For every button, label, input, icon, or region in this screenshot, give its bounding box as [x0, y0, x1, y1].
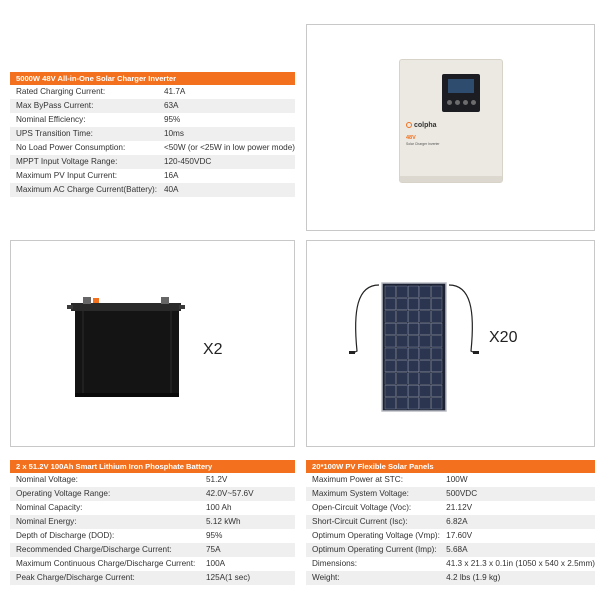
spec-label: Recommended Charge/Discharge Current: [10, 543, 200, 557]
spec-value: 125A(1 sec) [200, 571, 295, 585]
inverter-spec-table [10, 85, 295, 197]
solar-cell [385, 336, 396, 347]
spec-label: Peak Charge/Discharge Current: [10, 571, 200, 585]
spec-value: 51.2V [200, 473, 295, 487]
solar-cell [420, 311, 431, 322]
inverter-brand-logo [406, 122, 437, 129]
inverter-lcd-panel [442, 74, 480, 112]
battery-image-frame [10, 240, 295, 447]
solar-cell [397, 323, 408, 334]
spec-label: No Load Power Consumption: [10, 141, 158, 155]
spec-row [306, 571, 595, 585]
spec-label: Maximum PV Input Current: [10, 169, 158, 183]
spec-value: 16A [158, 169, 295, 183]
spec-value: 75A [200, 543, 295, 557]
inverter-button [447, 100, 452, 105]
solar-cell [431, 348, 442, 359]
spec-label: Optimum Operating Current (Imp): [306, 543, 440, 557]
panel-cable-right [449, 285, 475, 353]
battery-specs-header: 2 x 51.2V 100Ah Smart Lithium Iron Phosphate Battery [10, 460, 295, 473]
spec-row [10, 501, 295, 515]
inverter-base [400, 176, 502, 182]
spec-row [306, 557, 595, 571]
solar-cell [397, 298, 408, 309]
inverter-subtitle: Solar Charger Inverter [406, 142, 440, 146]
spec-value: 63A [158, 99, 295, 113]
solar-cell [397, 348, 408, 359]
spec-value: 6.82A [440, 515, 595, 529]
inverter-button [463, 100, 468, 105]
solar-cell [420, 398, 431, 409]
spec-row [10, 515, 295, 529]
battery-specs [10, 460, 295, 585]
solar-cell [385, 286, 396, 297]
solar-cell [431, 398, 442, 409]
solar-cell [385, 360, 396, 371]
panel-connector-icon [349, 351, 355, 354]
battery-case [75, 311, 179, 397]
spec-row [10, 113, 295, 127]
spec-value: <50W (or <25W in low power mode) [158, 141, 295, 155]
spec-row [10, 141, 295, 155]
solar-cell [420, 336, 431, 347]
solar-cell [397, 360, 408, 371]
spec-value: 4.2 lbs (1.9 kg) [440, 571, 595, 585]
spec-row [10, 99, 295, 113]
spec-value: 41.3 x 21.3 x 0.1in (1050 x 540 x 2.5mm) [440, 557, 595, 571]
spec-row [10, 85, 295, 99]
spec-row [10, 543, 295, 557]
solar-cell [408, 336, 419, 347]
solar-cell [420, 298, 431, 309]
spec-label: Max ByPass Current: [10, 99, 158, 113]
spec-row [10, 571, 295, 585]
spec-value: 95% [158, 113, 295, 127]
spec-row [10, 487, 295, 501]
solar-cell [431, 286, 442, 297]
solar-cell [385, 311, 396, 322]
battery-image [61, 289, 201, 409]
solar-cell [408, 373, 419, 384]
inverter-button [455, 100, 460, 105]
solar-cell [408, 385, 419, 396]
spec-value: 10ms [158, 127, 295, 141]
spec-value: 500VDC [440, 487, 595, 501]
inverter-image-frame [306, 24, 595, 231]
solar-cell [397, 311, 408, 322]
solar-cell [431, 336, 442, 347]
solar-cell [397, 385, 408, 396]
solar-panel-image [349, 271, 479, 421]
solar-cell [431, 360, 442, 371]
spec-label: Maximum Power at STC: [306, 473, 440, 487]
spec-value: 120-450VDC [158, 155, 295, 169]
solar-cell [408, 311, 419, 322]
spec-label: Nominal Voltage: [10, 473, 200, 487]
spec-row [10, 529, 295, 543]
inverter-screen [448, 79, 474, 93]
solar-cell [431, 385, 442, 396]
spec-row [306, 501, 595, 515]
battery-terminal-icon [93, 298, 99, 303]
inverter-button [471, 100, 476, 105]
inverter-specs-header: 5000W 48V All-in-One Solar Charger Inverter [10, 72, 295, 85]
solar-cell [385, 373, 396, 384]
panel-spec-table [306, 473, 595, 585]
panel-specs [306, 460, 595, 585]
battery-top-rail [71, 303, 181, 311]
solar-cell [420, 323, 431, 334]
spec-value: 5.68A [440, 543, 595, 557]
solar-cell [397, 336, 408, 347]
panel-image-frame [306, 240, 595, 447]
spec-label: Maximum AC Charge Current(Battery): [10, 183, 158, 197]
spec-label: UPS Transition Time: [10, 127, 158, 141]
spec-row [10, 169, 295, 183]
solar-cell [397, 398, 408, 409]
spec-row [10, 127, 295, 141]
solar-cell [408, 286, 419, 297]
battery-handle-left [67, 305, 73, 309]
panel-connector-icon [473, 351, 479, 354]
spec-row [306, 543, 595, 557]
solar-cell [431, 373, 442, 384]
spec-row [10, 557, 295, 571]
spec-label: Dimensions: [306, 557, 440, 571]
spec-label: Depth of Discharge (DOD): [10, 529, 200, 543]
spec-row [10, 155, 295, 169]
solar-cell [385, 298, 396, 309]
solar-cell [431, 298, 442, 309]
solar-cell [408, 348, 419, 359]
spec-value: 100W [440, 473, 595, 487]
spec-row [10, 183, 295, 197]
solar-cell [420, 286, 431, 297]
spec-label: Rated Charging Current: [10, 85, 158, 99]
solar-cell [420, 385, 431, 396]
spec-value: 41.7A [158, 85, 295, 99]
solar-cell [385, 385, 396, 396]
spec-value: 100A [200, 557, 295, 571]
spec-label: Short-Circuit Current (Isc): [306, 515, 440, 529]
solar-cell [408, 360, 419, 371]
battery-handle-right [179, 305, 185, 309]
solar-cell [408, 323, 419, 334]
solar-cell [431, 323, 442, 334]
inverter-specs [10, 72, 295, 197]
inverter-model: 48V [406, 135, 416, 141]
spec-value: 40A [158, 183, 295, 197]
spec-label: Nominal Capacity: [10, 501, 200, 515]
solar-cell [431, 311, 442, 322]
spec-row [306, 487, 595, 501]
solar-cell [385, 323, 396, 334]
solar-cell [385, 348, 396, 359]
battery-spec-table [10, 473, 295, 585]
spec-row [10, 473, 295, 487]
spec-value: 100 Ah [200, 501, 295, 515]
solar-cell [408, 298, 419, 309]
solar-cell [397, 373, 408, 384]
spec-value: 21.12V [440, 501, 595, 515]
spec-label: MPPT Input Voltage Range: [10, 155, 158, 169]
spec-label: Maximum System Voltage: [306, 487, 440, 501]
spec-row [306, 473, 595, 487]
solar-cell [420, 348, 431, 359]
spec-row [306, 515, 595, 529]
brand-logo-icon [406, 122, 412, 128]
spec-value: 42.0V~57.6V [200, 487, 295, 501]
inverter-device [399, 59, 503, 183]
spec-label: Nominal Efficiency: [10, 113, 158, 127]
spec-row [306, 529, 595, 543]
solar-cell [420, 373, 431, 384]
spec-value: 17.60V [440, 529, 595, 543]
solar-cell [385, 398, 396, 409]
panel-specs-header: 20*100W PV Flexible Solar Panels [306, 460, 595, 473]
inverter-brand: colpha [414, 122, 437, 129]
spec-label: Maximum Continuous Charge/Discharge Current: [10, 557, 200, 571]
spec-label: Open-Circuit Voltage (Voc): [306, 501, 440, 515]
spec-label: Weight: [306, 571, 440, 585]
spec-label: Optimum Operating Voltage (Vmp): [306, 529, 440, 543]
solar-cell [408, 398, 419, 409]
battery-terminal-icon [161, 297, 169, 304]
battery-quantity: X2 [203, 341, 223, 358]
solar-cell [397, 286, 408, 297]
spec-value: 95% [200, 529, 295, 543]
battery-terminal-icon [83, 297, 91, 304]
solar-cell [420, 360, 431, 371]
spec-label: Nominal Energy: [10, 515, 200, 529]
spec-value: 5.12 kWh [200, 515, 295, 529]
spec-label: Operating Voltage Range: [10, 487, 200, 501]
panel-cable-left [353, 285, 379, 353]
panel-quantity: X20 [489, 329, 518, 346]
